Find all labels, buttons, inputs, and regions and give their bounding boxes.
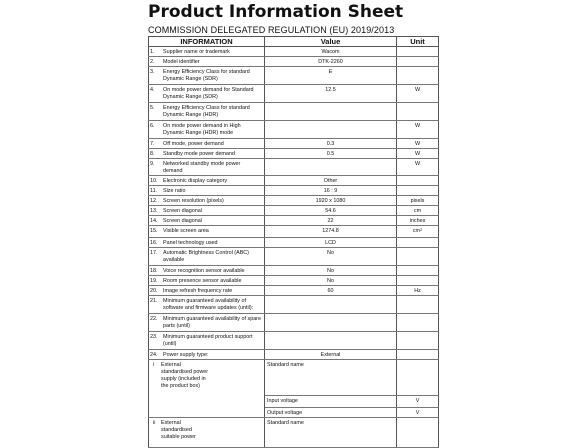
row-value-cell — [265, 139, 397, 149]
table-row — [149, 47, 439, 57]
row-value: 0.5 — [326, 151, 335, 157]
row-number: 16. — [150, 240, 158, 246]
row-value-cell — [265, 103, 397, 121]
row-value-cell — [265, 85, 397, 103]
row-label: On mode power demand in High Dynamic Range (HDR) mode — [163, 123, 241, 136]
table-header-row — [149, 37, 439, 47]
row-value-cell — [265, 67, 397, 85]
row-value-cell — [265, 238, 397, 248]
row-value-cell — [265, 286, 397, 296]
row-unit: W — [414, 123, 421, 129]
table-row — [149, 360, 439, 396]
row-unit-cell — [397, 286, 439, 296]
row-unit-cell — [397, 314, 439, 332]
table-row — [149, 206, 439, 216]
power-supply-detail-cell — [265, 360, 397, 396]
power-supply-information-cell — [149, 418, 265, 448]
row-unit-superscript: 2 — [419, 227, 423, 232]
table-row — [149, 57, 439, 67]
power-supply-unit-cell — [397, 418, 439, 448]
power-supply-number: i — [153, 362, 155, 368]
regulation-subtitle: COMMISSION DELEGATED REGULATION (EU) 2019/2013 — [148, 25, 395, 35]
row-value-cell — [265, 248, 397, 266]
power-supply-detail-label: Standard name — [267, 420, 304, 426]
row-information-cell — [149, 103, 265, 121]
row-value: 12.5 — [325, 87, 336, 93]
row-label: Panel technology used — [163, 240, 218, 246]
row-label: Energy Efficiency Class for standard Dynamic Range (SDR) — [163, 69, 250, 82]
row-unit-cell — [397, 139, 439, 149]
row-number: 3. — [150, 69, 155, 75]
row-number: 8. — [150, 151, 155, 157]
row-unit-cell — [397, 206, 439, 216]
row-label: Electronic display category — [163, 178, 228, 184]
power-supply-detail-label: Standard name — [267, 362, 304, 368]
table-row — [149, 238, 439, 248]
table-row — [149, 103, 439, 121]
row-unit: W — [414, 141, 421, 147]
row-unit: Hz — [414, 288, 421, 294]
table-row — [149, 350, 439, 360]
row-number: 23. — [150, 334, 158, 340]
row-number: 7. — [150, 141, 155, 147]
column-header-value: Value — [265, 37, 397, 47]
power-supply-detail-label: Input voltage — [267, 398, 298, 404]
row-value-cell — [265, 47, 397, 57]
row-label: Model identifier — [163, 59, 200, 65]
power-supply-number: ii — [153, 420, 156, 426]
row-value-cell — [265, 149, 397, 159]
row-number: 4. — [150, 87, 155, 93]
table-row — [149, 149, 439, 159]
table-row — [149, 85, 439, 103]
row-number: 21. — [150, 298, 158, 304]
row-information-cell — [149, 206, 265, 216]
row-value-cell — [265, 350, 397, 360]
row-value-cell — [265, 216, 397, 226]
row-value: 1274.8 — [322, 228, 339, 234]
row-unit-cell — [397, 248, 439, 266]
row-unit: W — [414, 161, 421, 167]
power-supply-label: External standardised power supply (included in the product box) — [161, 362, 209, 389]
table-row — [149, 248, 439, 266]
row-label: Screen diagonal — [163, 218, 202, 224]
row-unit-cell — [397, 186, 439, 196]
row-value-cell — [265, 276, 397, 286]
row-value-cell — [265, 266, 397, 276]
row-number: 17. — [150, 250, 158, 256]
row-information-cell — [149, 57, 265, 67]
row-value: 60 — [327, 288, 334, 294]
row-unit-cell — [397, 332, 439, 350]
table-row — [149, 314, 439, 332]
table-row — [149, 121, 439, 139]
row-value: External — [320, 352, 341, 358]
row-unit: cm — [413, 208, 422, 214]
row-information-cell — [149, 216, 265, 226]
row-value-cell — [265, 159, 397, 176]
row-number: 2. — [150, 59, 155, 65]
row-information-cell — [149, 296, 265, 314]
row-value-cell — [265, 121, 397, 139]
row-value-cell — [265, 176, 397, 186]
power-supply-unit-cell — [397, 360, 439, 396]
row-unit: W — [414, 87, 421, 93]
row-unit-cell — [397, 176, 439, 186]
row-unit-cell — [397, 296, 439, 314]
row-value: LCD — [325, 240, 336, 246]
row-unit-cell — [397, 149, 439, 159]
table-row — [149, 216, 439, 226]
row-value: No — [327, 268, 334, 274]
row-information-cell — [149, 85, 265, 103]
row-unit-cell — [397, 103, 439, 121]
column-header-information: INFORMATION — [149, 37, 265, 47]
row-number: 10. — [150, 178, 158, 184]
row-unit: inches — [409, 218, 426, 224]
row-information-cell — [149, 196, 265, 206]
row-value-cell — [265, 332, 397, 350]
table-row — [149, 196, 439, 206]
row-value: E — [328, 69, 333, 75]
table-row — [149, 276, 439, 286]
row-value: 0.3 — [326, 141, 335, 147]
row-unit: W — [414, 151, 421, 157]
row-value-cell — [265, 314, 397, 332]
row-information-cell — [149, 238, 265, 248]
row-label: Room presence sensor available — [163, 278, 242, 284]
row-unit-cell — [397, 266, 439, 276]
row-number: 14. — [150, 218, 158, 224]
table-row — [149, 286, 439, 296]
row-unit-cell — [397, 57, 439, 67]
row-information-cell — [149, 332, 265, 350]
table-row — [149, 296, 439, 314]
row-information-cell — [149, 121, 265, 139]
row-label: Supplier name or trademark — [163, 49, 230, 55]
table-body — [149, 47, 439, 448]
row-information-cell — [149, 286, 265, 296]
power-supply-unit: V — [415, 410, 420, 416]
row-information-cell — [149, 314, 265, 332]
table-row — [149, 159, 439, 176]
row-number: 22. — [150, 316, 158, 322]
row-label: Networked standby mode power demand — [163, 161, 241, 174]
row-label: Voice recognition sensor available — [163, 268, 245, 274]
row-label: Off mode, power demand — [163, 141, 224, 147]
row-information-cell — [149, 67, 265, 85]
row-unit-cell — [397, 196, 439, 206]
row-number: 24. — [150, 352, 158, 358]
row-information-cell — [149, 47, 265, 57]
row-number: 12. — [150, 198, 158, 204]
row-value: 54.6 — [325, 208, 336, 214]
row-information-cell — [149, 139, 265, 149]
row-label: Automatic Brightness Control (ABC) available — [163, 250, 249, 263]
row-unit-cell — [397, 226, 439, 238]
row-value-cell — [265, 296, 397, 314]
row-label: Image refresh frequency rate — [163, 288, 233, 294]
row-label: Power supply type: — [163, 352, 209, 358]
row-value: Wacom — [321, 49, 340, 55]
row-information-cell — [149, 176, 265, 186]
table-row — [149, 266, 439, 276]
row-value: 1920 x 1080 — [315, 198, 346, 204]
row-number: 6. — [150, 123, 155, 129]
table-row — [149, 226, 439, 238]
row-label: Minimum guaranteed product support (until) — [163, 334, 253, 347]
row-unit-cell — [397, 67, 439, 85]
row-label: Screen diagonal — [163, 208, 202, 214]
page-title: Product Information Sheet — [148, 2, 404, 22]
row-value-cell — [265, 226, 397, 238]
row-information-cell — [149, 149, 265, 159]
table-row — [149, 418, 439, 448]
row-unit-cell — [397, 238, 439, 248]
power-supply-unit-cell — [397, 408, 439, 418]
row-unit-cell — [397, 159, 439, 176]
row-label: Energy Efficiency Class for standard Dynamic Range (HDR) — [163, 105, 250, 118]
row-unit: cm — [412, 228, 420, 234]
power-supply-information-cell — [149, 360, 265, 418]
row-unit-cell — [397, 85, 439, 103]
power-supply-detail-cell — [265, 408, 397, 418]
row-value: Other — [323, 178, 338, 184]
power-supply-detail-cell — [265, 418, 397, 448]
table-row — [149, 332, 439, 350]
row-information-cell — [149, 159, 265, 176]
row-unit-cell — [397, 216, 439, 226]
row-label: On mode power demand for Standard Dynamic Range (SDR) — [163, 87, 254, 100]
row-label: Minimum guaranteed availability of software and firmware updates (until): — [163, 298, 254, 311]
row-value: No — [327, 278, 334, 284]
row-label: Standby mode power demand — [163, 151, 235, 157]
row-unit: pixels — [410, 198, 425, 204]
row-unit-cell — [397, 350, 439, 360]
row-label: Visible screen area — [163, 228, 209, 234]
power-supply-detail-label: Output voltage — [267, 410, 303, 416]
row-value-cell — [265, 196, 397, 206]
row-number: 15. — [150, 228, 158, 234]
row-value: 16 : 9 — [323, 188, 338, 194]
row-label: Size ratio — [163, 188, 186, 194]
row-number: 11. — [150, 188, 158, 194]
row-value-cell — [265, 57, 397, 67]
row-information-cell — [149, 350, 265, 360]
row-value-cell — [265, 186, 397, 196]
information-table — [148, 36, 439, 448]
column-header-unit: Unit — [397, 37, 439, 47]
row-number: 1. — [150, 49, 155, 55]
row-information-cell — [149, 186, 265, 196]
row-label: Minimum guaranteed availability of spare parts (until) — [163, 316, 261, 329]
table-row — [149, 186, 439, 196]
row-number: 5. — [150, 105, 155, 111]
row-label: Screen resolution (pixels) — [163, 198, 224, 204]
row-number: 19. — [150, 278, 158, 284]
row-unit-cell — [397, 47, 439, 57]
power-supply-label: External standardised suitable power — [161, 420, 196, 440]
row-unit-cell — [397, 276, 439, 286]
table-row — [149, 67, 439, 85]
power-supply-unit-cell — [397, 396, 439, 408]
row-value: 22 — [327, 218, 334, 224]
row-information-cell — [149, 248, 265, 266]
row-value: No — [327, 250, 334, 256]
row-unit-cell — [397, 121, 439, 139]
row-information-cell — [149, 276, 265, 286]
table-row — [149, 139, 439, 149]
row-number: 9. — [150, 161, 155, 167]
power-supply-detail-cell — [265, 396, 397, 408]
table-row — [149, 176, 439, 186]
row-value-cell — [265, 206, 397, 216]
row-number: 20. — [150, 288, 158, 294]
row-number: 13. — [150, 208, 158, 214]
power-supply-unit: V — [415, 398, 420, 404]
row-value: DTK-2260 — [318, 59, 343, 65]
row-information-cell — [149, 226, 265, 238]
row-number: 18. — [150, 268, 158, 274]
row-information-cell — [149, 266, 265, 276]
